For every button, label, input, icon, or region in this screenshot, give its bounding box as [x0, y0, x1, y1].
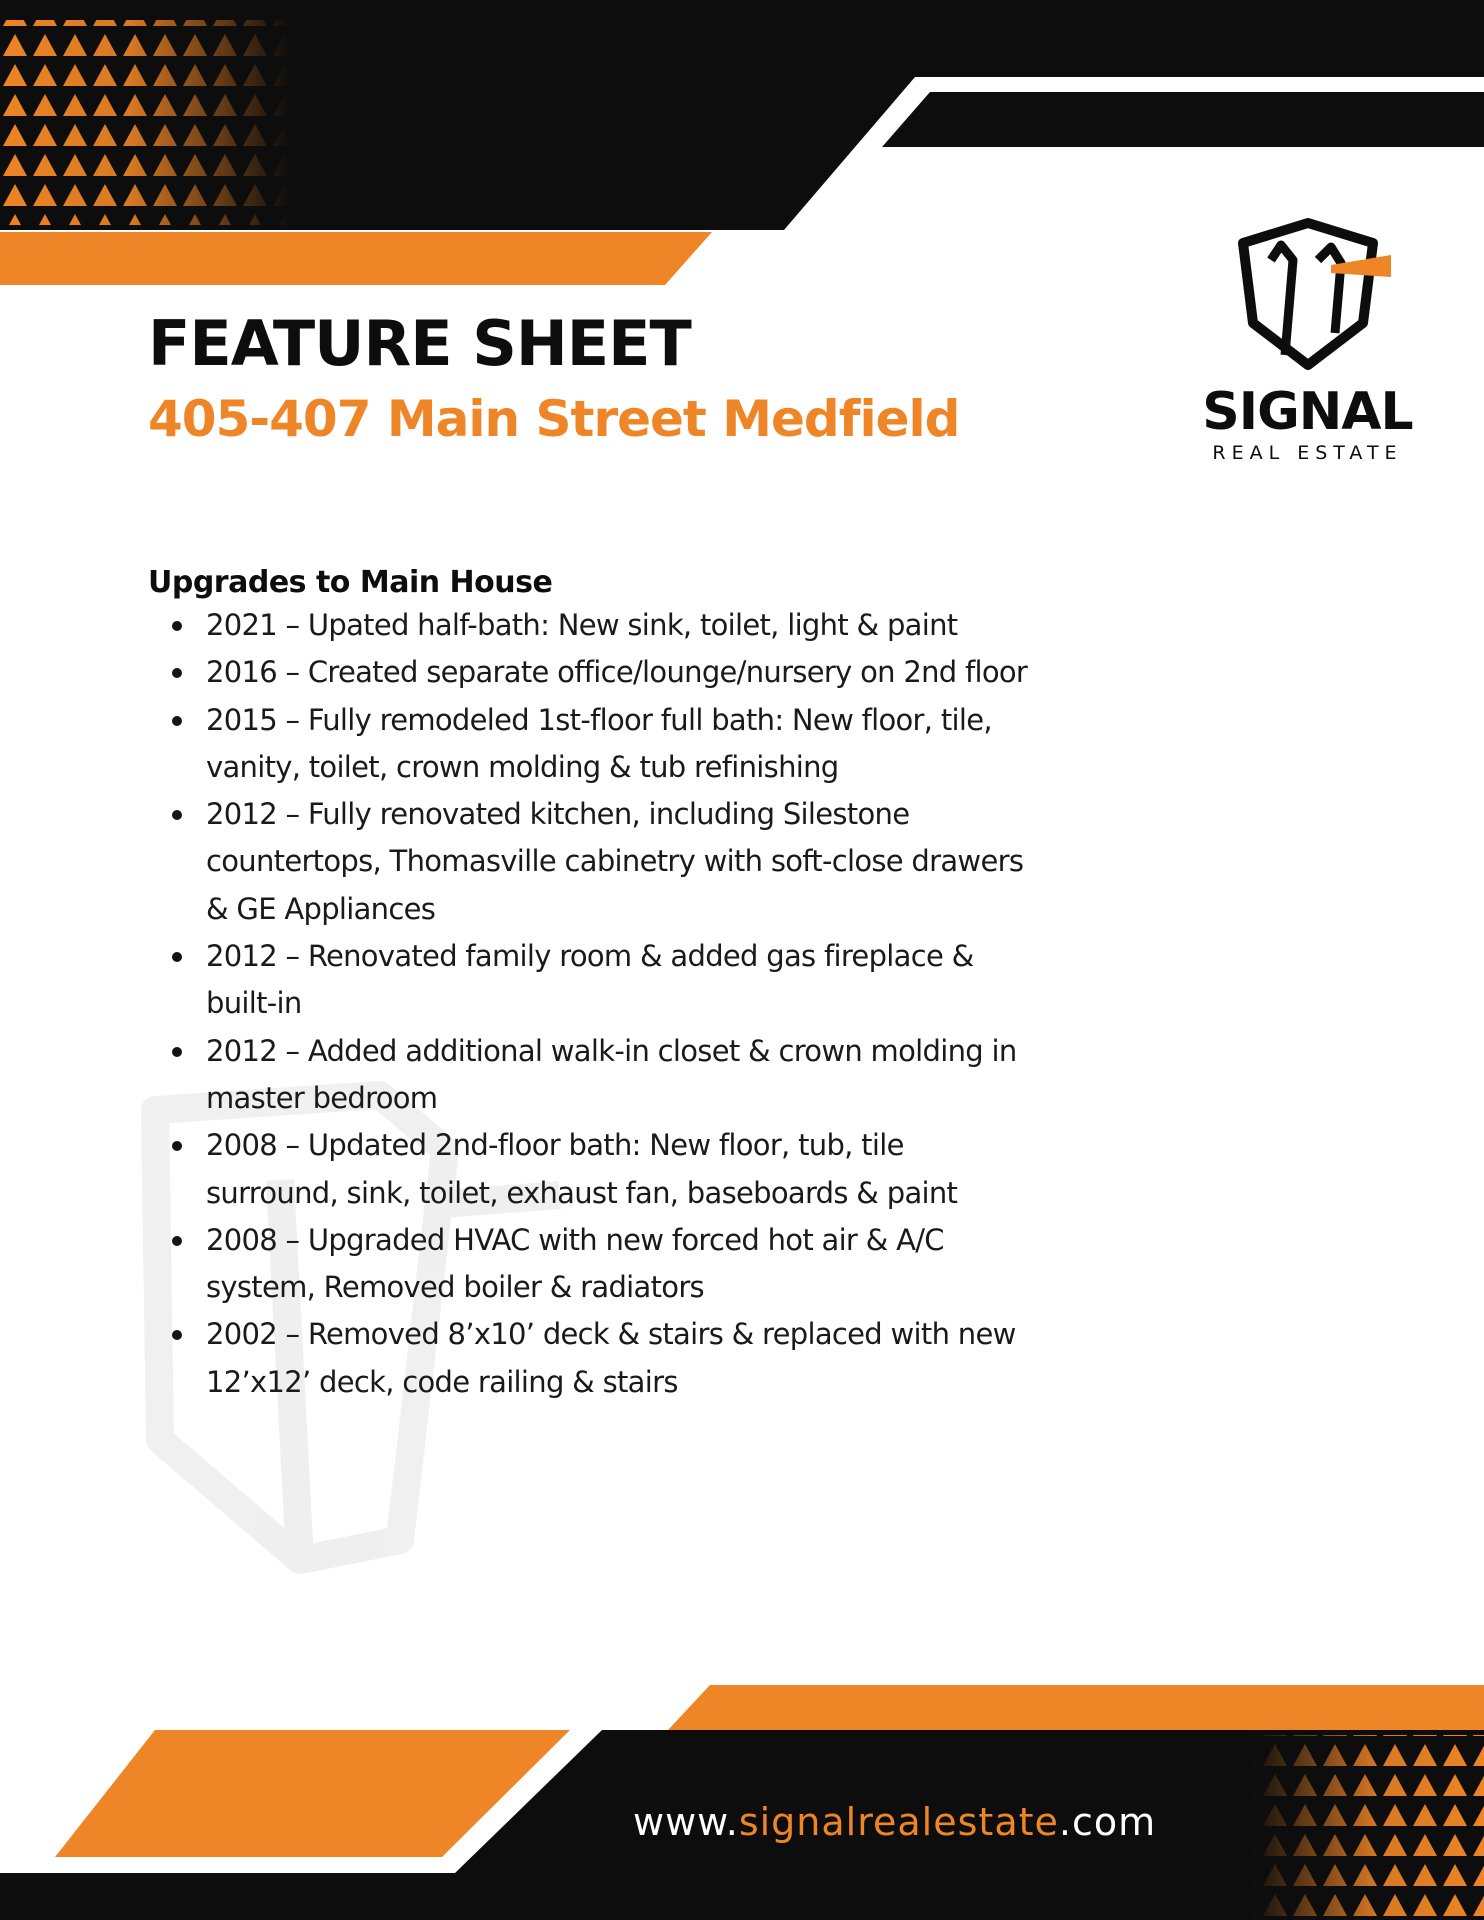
list-item [148, 1217, 1028, 1312]
bullet-icon [172, 1236, 182, 1246]
property-address: 405-407 Main Street Medfield [148, 390, 960, 448]
bullet-icon [172, 716, 182, 726]
upgrades-section [148, 565, 1028, 1406]
signal-logo [1195, 215, 1420, 464]
list-item-text: 2008 – Updated 2nd-floor bath: New floor, tub, tile surround, sink, toilet, exhaust fan, baseboards & paint [206, 1128, 958, 1210]
url-brand: signalrealestate [738, 1800, 1059, 1844]
list-item [148, 1311, 1028, 1406]
list-item-text: 2012 – Fully renovated kitchen, including Silestone countertops, Thomasville cabinetry with soft-close drawers & GE Appliances [206, 797, 1024, 926]
list-item-text: 2008 – Upgraded HVAC with new forced hot air & A/C system, Removed boiler & radiators [206, 1222, 944, 1305]
bullet-icon [172, 952, 182, 962]
url-suffix: .com [1058, 1800, 1157, 1844]
upgrades-list [148, 602, 1028, 1406]
list-item-text: 2021 – Upated half-bath: New sink, toilet, light & paint [206, 608, 958, 642]
list-item [148, 791, 1028, 933]
url-prefix: www. [633, 1800, 739, 1844]
list-item [148, 1122, 1028, 1217]
bullet-icon [172, 668, 182, 678]
list-item-text: 2015 – Fully remodeled 1st-floor full bath: New floor, tile, vanity, toilet, crown molding & tub refinishing [206, 702, 992, 784]
bullet-icon [172, 621, 182, 631]
website-link[interactable] [633, 1800, 1156, 1844]
bullet-icon [172, 1047, 182, 1057]
bullet-icon [172, 1330, 182, 1340]
bullet-icon [172, 810, 182, 820]
logo-wordmark: SIGNAL [1202, 382, 1413, 442]
list-item-text: 2002 – Removed 8’x10’ deck & stairs & replaced with new 12’x12’ deck, code railing & stairs [206, 1317, 1016, 1399]
shield-lighthouse-icon [1223, 215, 1393, 380]
list-item-text: 2016 – Created separate office/lounge/nursery on 2nd floor [206, 655, 1028, 690]
list-item [148, 602, 1028, 649]
list-item [148, 649, 1028, 696]
list-item-text: 2012 – Added additional walk-in closet & crown molding in master bedroom [206, 1033, 1017, 1115]
list-item [148, 697, 1028, 792]
list-item [148, 933, 1028, 1028]
page-title: FEATURE SHEET [148, 307, 691, 380]
list-item [148, 1028, 1028, 1123]
logo-tagline: REAL ESTATE [1212, 442, 1403, 464]
bullet-icon [172, 1141, 182, 1151]
list-item-text: 2012 – Renovated family room & added gas fireplace & built-in [206, 939, 974, 1021]
section-heading: Upgrades to Main House [148, 565, 553, 600]
